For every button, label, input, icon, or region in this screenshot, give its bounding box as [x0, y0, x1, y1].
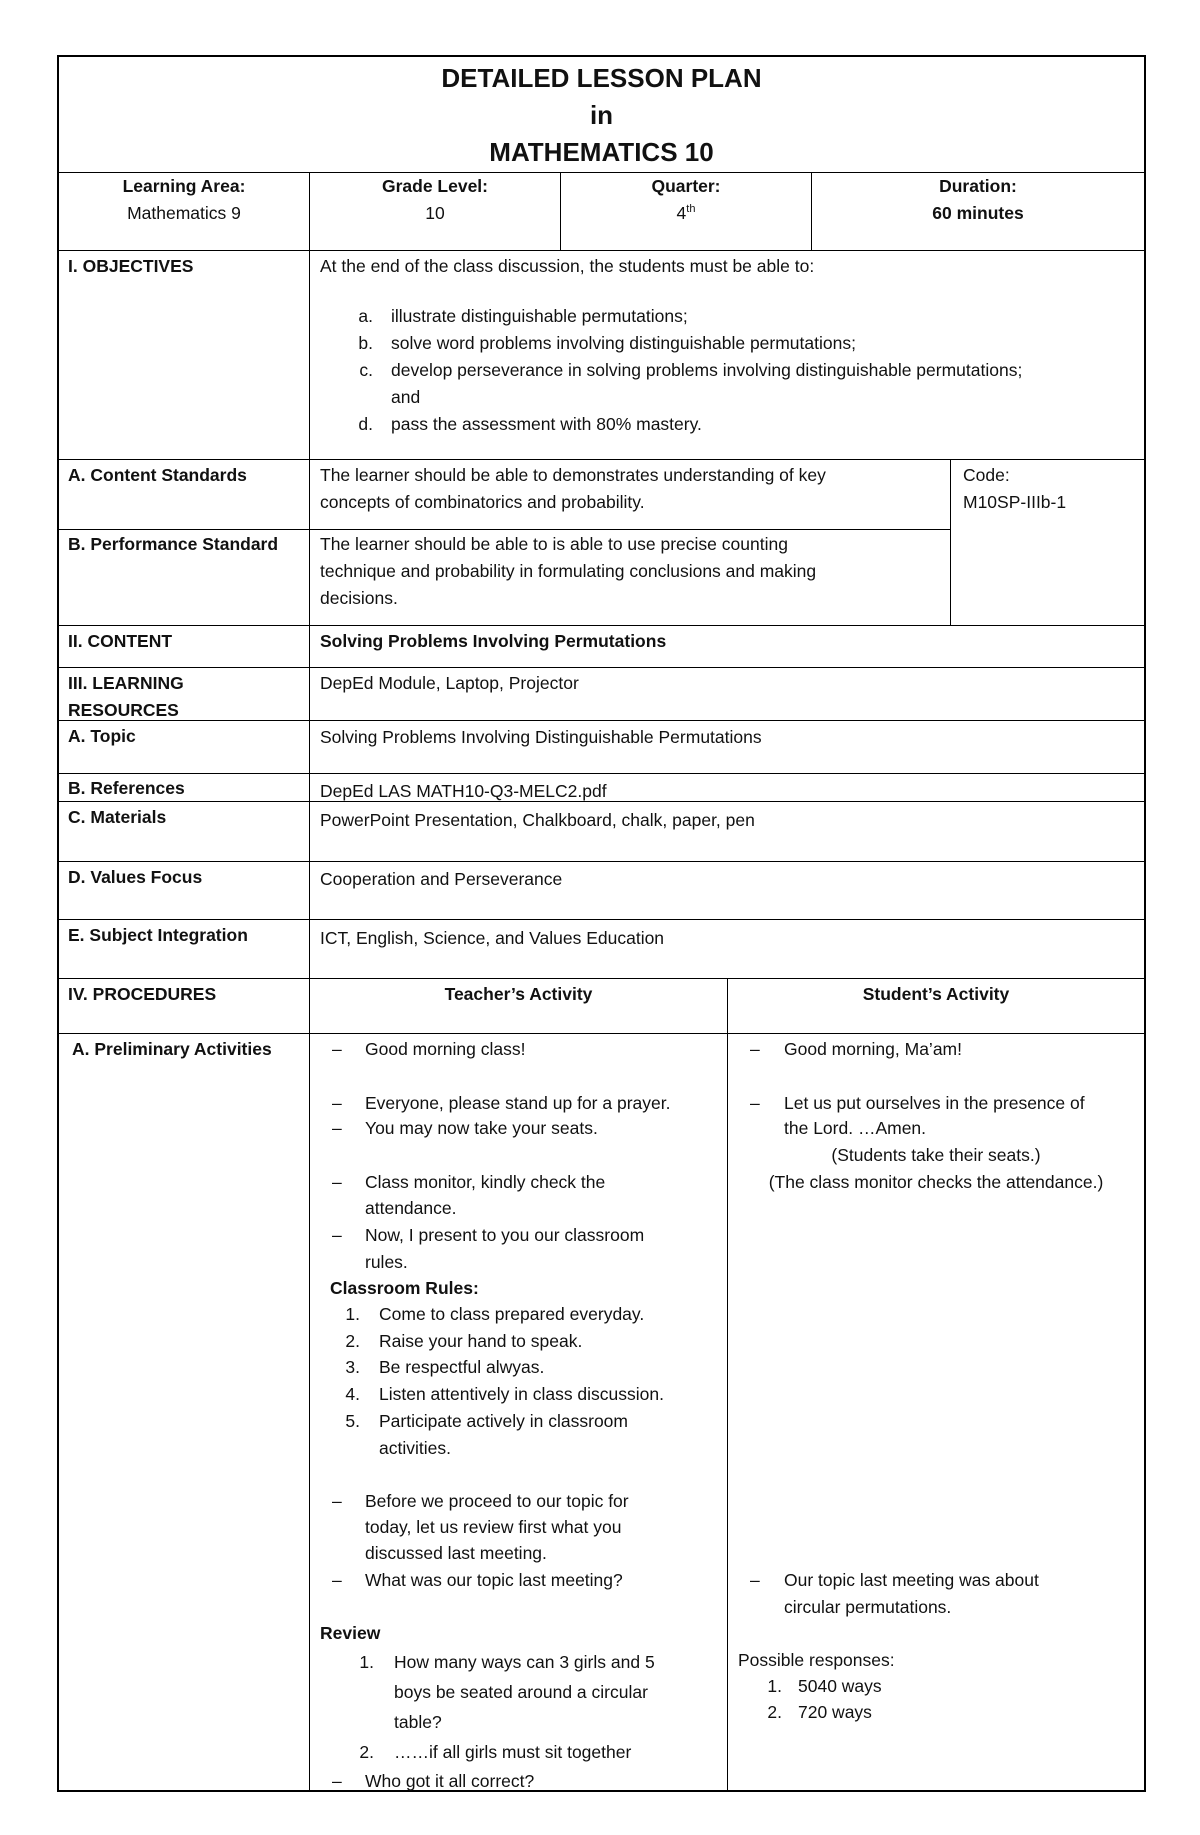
dash-bullet: – — [332, 1118, 342, 1138]
dash-bullet: – — [750, 1570, 760, 1590]
resources-label-cont: RESOURCES — [68, 700, 179, 720]
table-border-bottom — [57, 1790, 1146, 1792]
rule-v — [950, 459, 951, 625]
code-label: Code: — [963, 465, 1010, 485]
student-line-cont: circular permutations. — [784, 1597, 952, 1617]
rule — [57, 720, 1146, 721]
teacher-line-cont: today, let us review first what you — [365, 1517, 622, 1537]
teacher-line: Before we proceed to our topic for — [365, 1491, 629, 1511]
materials-label: C. Materials — [68, 807, 167, 827]
objective-item: illustrate distinguishable permutations; — [391, 306, 688, 326]
review-number: 1. — [359, 1652, 374, 1672]
duration-label: Duration: — [939, 176, 1017, 196]
student-activity-header: Student’s Activity — [862, 984, 1010, 1004]
rule-number: 4. — [345, 1384, 360, 1404]
rule-number: 2. — [345, 1331, 360, 1351]
content-value: Solving Problems Involving Permutations — [320, 631, 667, 651]
rule-item: Raise your hand to speak. — [379, 1331, 583, 1351]
rule — [57, 919, 1146, 920]
content-standards-line: concepts of combinatorics and probability. — [320, 492, 645, 512]
objective-marker: a. — [358, 306, 373, 326]
grade-level-label: Grade Level: — [381, 176, 489, 196]
performance-standard-line: The learner should be able to is able to use precise counting — [320, 534, 788, 554]
learning-area-label: Learning Area: — [122, 176, 246, 196]
learning-area-value: Mathematics 9 — [127, 203, 241, 223]
rule — [57, 667, 1146, 668]
objective-marker: b. — [358, 333, 373, 353]
dash-bullet: – — [332, 1570, 342, 1590]
rule-item-cont: activities. — [379, 1438, 451, 1458]
grade-level-value: 10 — [425, 203, 445, 223]
teacher-line-cont: rules. — [365, 1252, 408, 1272]
references-label: B. References — [68, 778, 185, 798]
teacher-line-cont: attendance. — [365, 1198, 457, 1218]
review-item: How many ways can 3 girls and 5 — [394, 1652, 655, 1672]
dash-bullet: – — [332, 1172, 342, 1192]
table-border-left — [57, 55, 59, 1792]
rule — [57, 459, 1146, 460]
rule — [57, 978, 1146, 979]
review-item-cont: boys be seated around a circular — [394, 1682, 648, 1702]
performance-standard-line: technique and probability in formulating conclusions and making — [320, 561, 817, 581]
teacher-line: What was our topic last meeting? — [365, 1570, 623, 1590]
objective-item: develop perseverance in solving problems involving distinguishable permutations; — [391, 360, 1023, 380]
rule-number: 1. — [345, 1304, 360, 1324]
subject-integration-label: E. Subject Integration — [68, 925, 248, 945]
quarter-value: 4th — [676, 203, 696, 223]
rule-item: Come to class prepared everyday. — [379, 1304, 645, 1324]
objective-marker: d. — [358, 414, 373, 434]
values-focus-label: D. Values Focus — [68, 867, 203, 887]
table-border-top — [57, 55, 1146, 57]
objectives-label: I. OBJECTIVES — [68, 256, 194, 276]
review-number: 2. — [359, 1742, 374, 1762]
document-subject: MATHEMATICS 10 — [489, 137, 714, 167]
rule — [57, 529, 950, 530]
objective-item: solve word problems involving distinguishable permutations; — [391, 333, 856, 353]
rule — [57, 1033, 1146, 1034]
teacher-line: Everyone, please stand up for a prayer. — [365, 1093, 671, 1113]
dash-bullet: – — [750, 1039, 760, 1059]
student-line-cont: the Lord. …Amen. — [784, 1118, 927, 1138]
rule — [57, 625, 1146, 626]
teacher-activity-header: Teacher’s Activity — [444, 984, 593, 1004]
procedures-label: IV. PROCEDURES — [68, 984, 217, 1004]
rule-number: 5. — [345, 1411, 360, 1431]
code-value: M10SP-IIIb-1 — [963, 492, 1067, 512]
response-item: 5040 ways — [798, 1676, 882, 1696]
review-item-cont: table? — [394, 1712, 442, 1732]
teacher-line: Class monitor, kindly check the — [365, 1172, 606, 1192]
review-item: ……if all girls must sit together — [394, 1742, 632, 1762]
rule-item: Listen attentively in class discussion. — [379, 1384, 664, 1404]
dash-bullet: – — [332, 1225, 342, 1245]
objective-marker: c. — [359, 360, 373, 380]
teacher-line: Now, I present to you our classroom — [365, 1225, 645, 1245]
objective-item-cont: and — [391, 387, 421, 407]
resources-label: III. LEARNING — [68, 673, 184, 693]
materials-value: PowerPoint Presentation, Chalkboard, chalk, paper, pen — [320, 810, 755, 830]
subject-integration-value: ICT, English, Science, and Values Education — [320, 928, 665, 948]
topic-value: Solving Problems Involving Distinguishable Permutations — [320, 727, 762, 747]
performance-standard-line: decisions. — [320, 588, 398, 608]
teacher-line-cont: discussed last meeting. — [365, 1543, 547, 1563]
objective-item: pass the assessment with 80% mastery. — [391, 414, 702, 434]
classroom-rules-heading: Classroom Rules: — [330, 1278, 479, 1298]
content-label: II. CONTENT — [68, 631, 173, 651]
dash-bullet: – — [332, 1771, 342, 1791]
content-standards-label: A. Content Standards — [68, 465, 247, 485]
rule-v — [727, 978, 728, 1791]
response-number: 2. — [767, 1702, 782, 1722]
dash-bullet: – — [750, 1093, 760, 1113]
response-item: 720 ways — [798, 1702, 872, 1722]
quarter-label: Quarter: — [651, 176, 721, 196]
dash-bullet: – — [332, 1039, 342, 1059]
document-title: DETAILED LESSON PLAN — [441, 63, 762, 93]
teacher-line: Good morning class! — [365, 1039, 526, 1059]
review-heading: Review — [320, 1623, 381, 1643]
performance-standard-label: B. Performance Standard — [68, 534, 279, 554]
table-border-right — [1144, 55, 1146, 1792]
resources-value: DepEd Module, Laptop, Projector — [320, 673, 579, 693]
document-title-in: in — [589, 100, 614, 130]
student-note: (Students take their seats.) — [831, 1145, 1041, 1165]
student-line: Our topic last meeting was about — [784, 1570, 1039, 1590]
rule — [57, 250, 1146, 251]
response-number: 1. — [767, 1676, 782, 1696]
rule — [57, 773, 1146, 774]
rule-item: Be respectful alwyas. — [379, 1357, 545, 1377]
rule — [57, 861, 1146, 862]
rule-number: 3. — [345, 1357, 360, 1377]
dash-bullet: – — [332, 1491, 342, 1511]
teacher-line: You may now take your seats. — [365, 1118, 598, 1138]
objectives-intro: At the end of the class discussion, the students must be able to: — [320, 256, 815, 276]
duration-value: 60 minutes — [932, 203, 1024, 223]
student-line: Let us put ourselves in the presence of — [784, 1093, 1085, 1113]
possible-responses-label: Possible responses: — [738, 1650, 895, 1670]
student-line: Good morning, Ma’am! — [784, 1039, 962, 1059]
content-standards-line: The learner should be able to demonstrates understanding of key — [320, 465, 826, 485]
references-value: DepEd LAS MATH10-Q3-MELC2.pdf — [320, 781, 607, 801]
rule-item: Participate actively in classroom — [379, 1411, 628, 1431]
topic-label: A. Topic — [68, 726, 136, 746]
values-focus-value: Cooperation and Perseverance — [320, 869, 563, 889]
student-note: (The class monitor checks the attendance.) — [768, 1172, 1104, 1192]
preliminary-activities-label: A. Preliminary Activities — [72, 1039, 272, 1059]
dash-bullet: – — [332, 1093, 342, 1113]
teacher-line: Who got it all correct? — [365, 1771, 535, 1791]
